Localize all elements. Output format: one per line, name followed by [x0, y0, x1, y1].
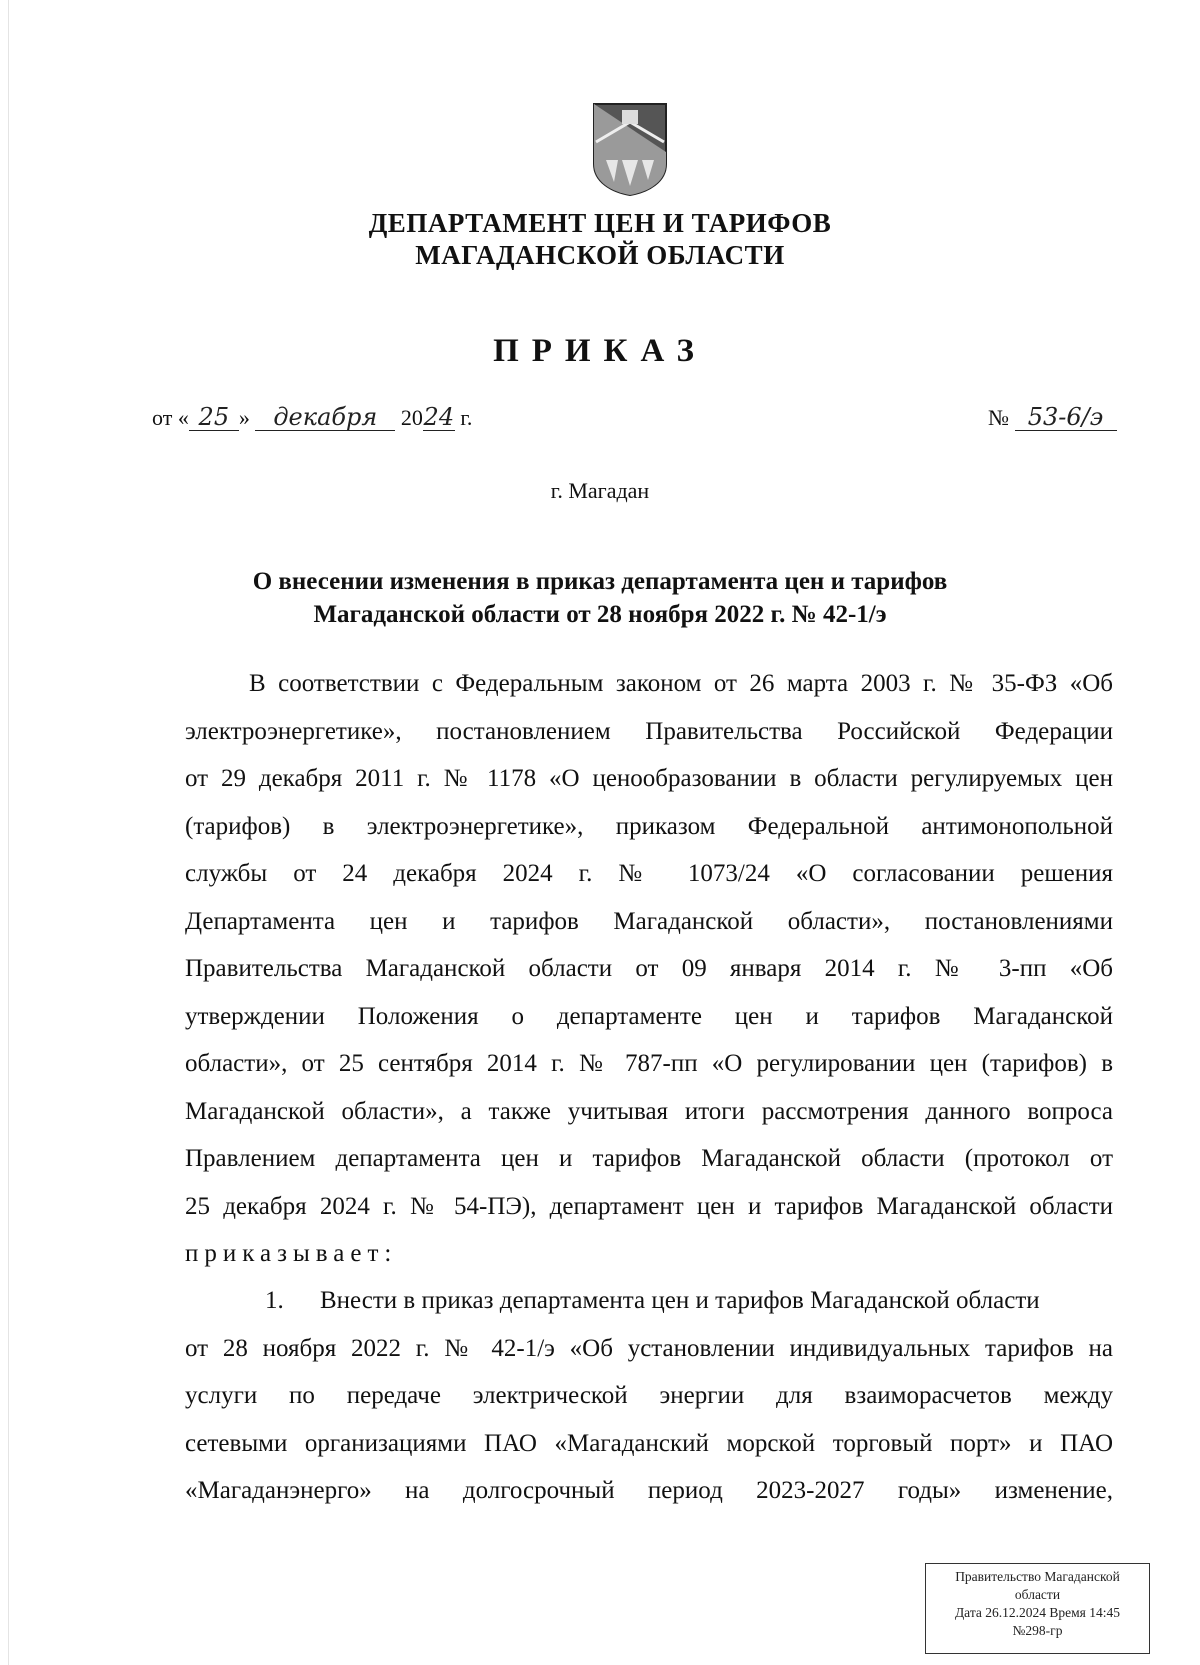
- stamp-line3: Дата 26.12.2024 Время 14:45: [954, 1605, 1121, 1620]
- stamp-line1: Правительство Магаданской: [955, 1569, 1120, 1584]
- text-line: от 28 ноября 2022 г. № 42-1/э «Об установлении индивидуальных тарифов на: [185, 1334, 1113, 1362]
- text-line: утверждении Положения о департаменте цен и тарифов Магаданской: [185, 1002, 1113, 1030]
- text-line: Правлением департамента цен и тарифов Магаданской области (протокол от: [185, 1145, 1113, 1172]
- order-date: [152, 404, 472, 431]
- text-line: электроэнергетике», постановлением Правительства Российской Федерации: [185, 717, 1113, 745]
- text-line: сетевыми организациями ПАО «Магаданский морской торговый порт» и ПАО: [185, 1429, 1113, 1457]
- heading-line1: О внесении изменения в приказ департамента цен и тарифов: [252, 568, 948, 595]
- text-line: от 29 декабря 2011 г. № 1178 «О ценообразовании в области регулируемых цен: [185, 765, 1113, 792]
- orders-word: приказывает:: [185, 1240, 398, 1267]
- paragraph-1: [185, 660, 1113, 1278]
- date-day: 25: [189, 404, 239, 431]
- stamp-line2: области: [1014, 1587, 1061, 1602]
- text-line: службы от 24 декабря 2024 г. № 1073/24 «О согласовании решения: [185, 860, 1113, 887]
- registration-stamp: [925, 1563, 1150, 1654]
- date-year-prefix: 20: [400, 405, 423, 430]
- number-prefix: №: [988, 405, 1009, 430]
- text-line: области», от 25 сентября 2014 г. № 787-пп «О регулировании цен (тарифов) в: [185, 1050, 1113, 1077]
- text-line: (тарифов) в электроэнергетике», приказом Федеральной антимонопольной: [185, 812, 1113, 840]
- date-month: декабря: [255, 404, 395, 431]
- item-1-first-line: [185, 1277, 1113, 1325]
- date-year-suffix: 24: [423, 403, 455, 431]
- date-mid: »: [238, 405, 250, 430]
- stamp-line4: №298-гр: [1012, 1623, 1063, 1638]
- text-line: Департамента цен и тарифов Магаданской области», постановлениями: [185, 907, 1113, 935]
- date-prefix: от «: [152, 405, 189, 430]
- org-name-line1: ДЕПАРТАМЕНТ ЦЕН И ТАРИФОВ: [368, 208, 832, 238]
- text-line: Правительства Магаданской области от 09 января 2014 г. № 3-пп «Об: [185, 955, 1113, 982]
- org-name-line2: МАГАДАНСКОЙ ОБЛАСТИ: [415, 240, 785, 270]
- order-title: ПРИКАЗ: [493, 333, 707, 369]
- city: г. Магадан: [550, 478, 650, 503]
- order-number: [988, 404, 1117, 431]
- item-1: [185, 1277, 1113, 1515]
- heading-line2: Магаданской области от 28 ноября 2022 г. № 42-1/э: [313, 601, 887, 628]
- text-line: Внести в приказ департамента цен и тарифов Магаданской области: [320, 1287, 1040, 1314]
- text-line: Магаданской области», а также учитывая итоги рассмотрения данного вопроса: [185, 1097, 1113, 1125]
- date-suffix: г.: [460, 405, 473, 430]
- number-value: 53-6/э: [1015, 404, 1117, 431]
- text-line: услуги по передаче электрической энергии для взаиморасчетов между: [185, 1382, 1113, 1409]
- coat-of-arms-icon: [592, 102, 668, 196]
- document-heading: [180, 565, 1020, 631]
- text-line: В соответствии с Федеральным законом от 26 марта 2003 г. № 35-ФЗ «Об: [249, 670, 1113, 697]
- item-1-number: 1.: [265, 1287, 284, 1314]
- text-line: «Магаданэнерго» на долгосрочный период 2023-2027 годы» изменение,: [185, 1477, 1113, 1504]
- text-line: 25 декабря 2024 г. № 54-ПЭ), департамент цен и тарифов Магаданской области: [185, 1192, 1113, 1220]
